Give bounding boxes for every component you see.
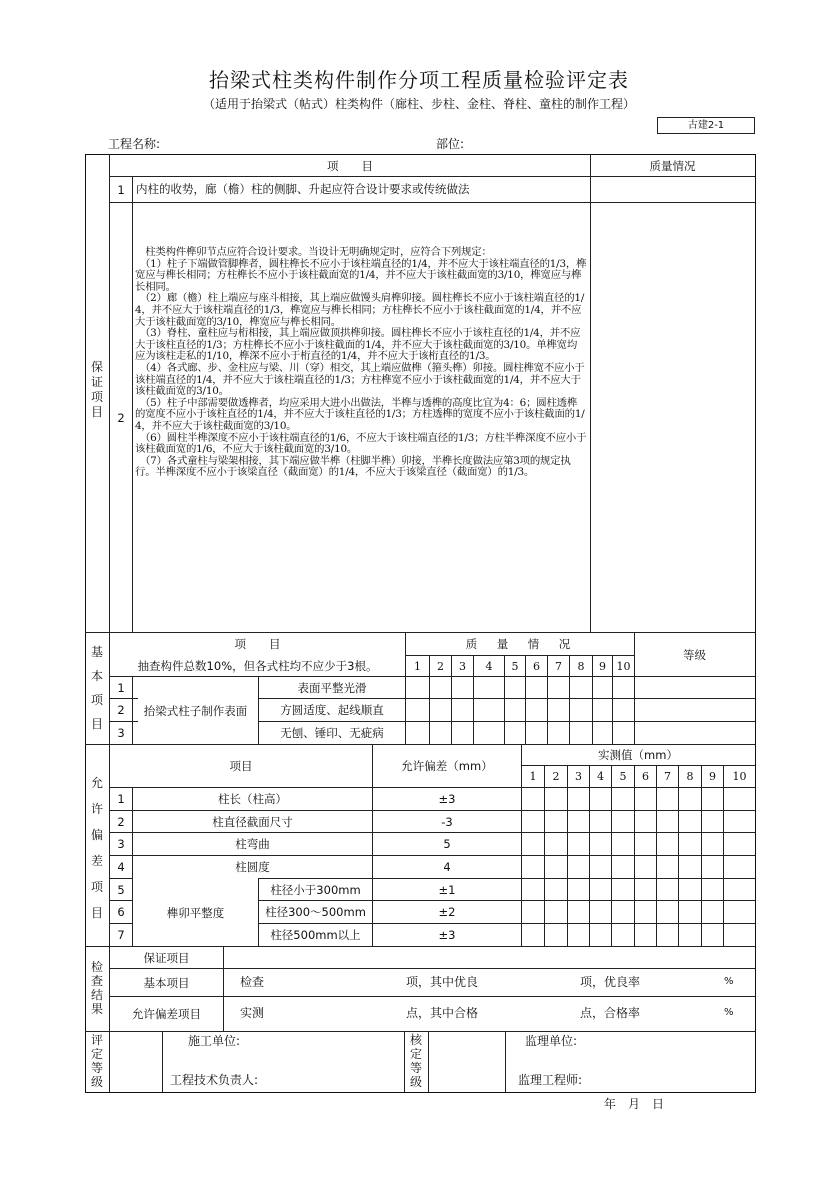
project-name-field[interactable] — [172, 137, 422, 151]
basic-quality-cell[interactable] — [526, 722, 547, 744]
results-tol-pct: % — [724, 1007, 734, 1018]
measured-value-cell[interactable] — [679, 833, 701, 855]
basic-quality-cell[interactable] — [526, 677, 547, 698]
measured-value-cell[interactable] — [545, 811, 567, 832]
measured-value-cell[interactable] — [635, 901, 656, 923]
results-tolerance-label: 允许偏差项目 — [132, 1007, 201, 1021]
basic-grade-cell[interactable] — [635, 677, 754, 698]
measured-value-cell[interactable] — [657, 924, 678, 946]
results-guarantee-field[interactable] — [224, 947, 754, 968]
basic-quality-cell[interactable] — [613, 722, 634, 744]
basic-grade-cell[interactable] — [635, 699, 754, 721]
measured-value-cell[interactable] — [679, 811, 701, 832]
basic-quality-cell[interactable] — [452, 677, 473, 698]
guarantee-row-2-quality[interactable] — [591, 203, 754, 632]
measured-value-cell[interactable] — [635, 924, 656, 946]
tolerance-header-tolerance: 允许偏差（mm） — [401, 759, 493, 773]
basic-quality-cell[interactable] — [613, 677, 634, 698]
basic-col-6: 6 — [533, 659, 540, 673]
measured-value-cell[interactable] — [545, 788, 567, 810]
tolerance-row-item: 柱径300～500mm — [265, 905, 366, 919]
basic-row-no: 3 — [117, 726, 125, 740]
project-name-label: 工程名称: — [108, 137, 161, 151]
basic-quality-cell[interactable] — [406, 722, 429, 744]
measured-value-cell[interactable] — [635, 879, 656, 900]
tolerance-header-measured: 实测值（mm） — [598, 748, 678, 762]
measured-value-cell[interactable] — [612, 924, 634, 946]
measured-value-cell[interactable] — [635, 856, 656, 878]
measured-value-cell[interactable] — [724, 879, 755, 900]
measured-value-cell[interactable] — [679, 901, 701, 923]
basic-quality-cell[interactable] — [452, 722, 473, 744]
location-field[interactable] — [470, 137, 650, 151]
basic-col-8: 8 — [577, 659, 585, 673]
results-basic-rate: 项，优良率 — [580, 975, 641, 989]
tolerance-row-value: ±3 — [438, 928, 456, 942]
measured-col-8: 8 — [686, 770, 694, 783]
measured-value-cell[interactable] — [568, 811, 589, 832]
basic-row-item: 方圆适度、起线顺直 — [280, 703, 384, 717]
guarantee-row-2-no: 2 — [117, 410, 125, 425]
basic-col-2: 2 — [437, 659, 444, 673]
results-side-label: 检查结果 — [90, 960, 103, 1016]
basic-header-quality: 质 量 情 况 — [465, 637, 575, 651]
tolerance-row-no: 4 — [117, 860, 125, 874]
basic-quality-cell[interactable] — [430, 722, 451, 744]
measured-value-cell[interactable] — [724, 924, 755, 946]
measured-value-cell[interactable] — [657, 856, 678, 878]
measured-value-cell[interactable] — [522, 924, 544, 946]
results-tol-rate: 点，合格率 — [580, 1006, 641, 1020]
tolerance-row-item: 柱径500mm以上 — [270, 928, 361, 942]
tolerance-group-label: 榫卯平整度 — [166, 905, 225, 920]
tolerance-row-item: 柱径小于300mm — [270, 882, 361, 897]
basic-sampling-note: 抽查构件总数10%，但各式柱均不应少于3根。 — [137, 659, 378, 673]
measured-value-cell[interactable] — [612, 788, 634, 810]
basic-row-no: 2 — [117, 703, 125, 717]
basic-row-no: 1 — [117, 680, 125, 695]
measured-value-cell[interactable] — [702, 879, 723, 900]
tolerance-side-label: 允许偏差项目 — [90, 776, 103, 920]
tolerance-row-no: 1 — [117, 792, 125, 806]
basic-quality-cell[interactable] — [430, 699, 451, 721]
rating-side-label: 评定等级 — [90, 1033, 103, 1089]
measured-value-cell[interactable] — [702, 788, 723, 810]
tolerance-row-value: ±2 — [438, 905, 456, 919]
measured-col-4: 4 — [597, 770, 604, 783]
guarantee-row-1-text: 内柱的收势，廊（檐）柱的侧脚、升起应符合设计要求或传统做法 — [136, 182, 470, 196]
measured-value-cell[interactable] — [679, 924, 701, 946]
measured-value-cell[interactable] — [545, 856, 567, 878]
measured-value-cell[interactable] — [657, 833, 678, 855]
basic-col-3: 3 — [459, 659, 466, 673]
basic-quality-cell[interactable] — [570, 677, 592, 698]
measured-col-6: 6 — [642, 770, 649, 783]
measured-value-cell[interactable] — [702, 856, 723, 878]
basic-header-item: 项 目 — [234, 637, 281, 651]
basic-quality-cell[interactable] — [593, 722, 612, 744]
measured-value-cell[interactable] — [702, 924, 723, 946]
guarantee-side-label: 保证项目 — [90, 360, 103, 419]
form-title: 抬梁式柱类构件制作分项工程质量检验评定表 — [209, 68, 629, 92]
guarantee-header-quality: 质量情况 — [649, 158, 696, 173]
tolerance-row-no: 3 — [117, 837, 125, 851]
basic-quality-cell[interactable] — [474, 722, 504, 744]
measured-value-cell[interactable] — [568, 856, 589, 878]
measured-value-cell[interactable] — [545, 924, 567, 946]
basic-quality-cell[interactable] — [613, 699, 634, 721]
measured-value-cell[interactable] — [545, 879, 567, 900]
measured-value-cell[interactable] — [590, 833, 611, 855]
tolerance-row-no: 2 — [117, 814, 125, 829]
date-label: 年 月 日 — [604, 1097, 665, 1111]
measured-value-cell[interactable] — [545, 833, 567, 855]
basic-quality-cell[interactable] — [474, 699, 504, 721]
measured-value-cell[interactable] — [635, 811, 656, 832]
results-guarantee-label: 保证项目 — [143, 950, 190, 965]
guarantee-row-1-no: 1 — [117, 182, 125, 197]
tolerance-row-value: ±1 — [438, 882, 456, 897]
measured-value-cell[interactable] — [568, 788, 589, 810]
measured-value-cell[interactable] — [568, 879, 589, 900]
tolerance-row-no: 7 — [117, 928, 125, 942]
verify-grade-label: 核定等级 — [409, 1033, 422, 1089]
basic-header-grade: 等级 — [683, 647, 706, 662]
measured-value-cell[interactable] — [635, 788, 656, 810]
measured-value-cell[interactable] — [612, 879, 634, 900]
basic-col-10: 10 — [616, 659, 631, 673]
measured-value-cell[interactable] — [657, 901, 678, 923]
basic-quality-cell[interactable] — [452, 699, 473, 721]
measured-value-cell[interactable] — [522, 833, 544, 855]
measured-value-cell[interactable] — [612, 856, 634, 878]
basic-group-label: 抬梁式柱子制作表面 — [143, 703, 248, 718]
tolerance-row-item: 柱直径截面尺寸 — [212, 814, 293, 829]
measured-value-cell[interactable] — [568, 924, 589, 946]
basic-quality-cell[interactable] — [548, 677, 569, 698]
measured-value-cell[interactable] — [612, 811, 634, 832]
basic-quality-cell[interactable] — [593, 677, 612, 698]
basic-col-9: 9 — [599, 659, 606, 673]
location-label: 部位: — [436, 137, 465, 151]
basic-row-item: 无刨、锤印、无疵病 — [280, 726, 384, 740]
measured-value-cell[interactable] — [590, 879, 611, 900]
basic-quality-cell[interactable] — [570, 722, 592, 744]
basic-row-item: 表面平整光滑 — [297, 680, 367, 695]
measured-value-cell[interactable] — [568, 901, 589, 923]
rating-grade-field[interactable] — [110, 1032, 162, 1091]
tolerance-row-item: 柱弯曲 — [235, 837, 270, 851]
measured-value-cell[interactable] — [657, 879, 678, 900]
basic-grade-cell[interactable] — [635, 722, 754, 744]
basic-quality-cell[interactable] — [526, 699, 547, 721]
measured-col-3: 3 — [575, 770, 582, 783]
basic-quality-cell[interactable] — [548, 722, 569, 744]
measured-value-cell[interactable] — [724, 856, 755, 878]
tolerance-row-value: ±3 — [438, 792, 456, 806]
tolerance-row-no: 5 — [117, 882, 125, 897]
measured-value-cell[interactable] — [590, 856, 611, 878]
measured-value-cell[interactable] — [612, 833, 634, 855]
measured-value-cell[interactable] — [724, 811, 755, 832]
basic-quality-cell[interactable] — [430, 677, 451, 698]
guarantee-row-2-text: 柱类构件榫卯节点应符合设计要求。当设计无明确规定时，应符合下列规定： （1）柱子下端做管脚榫者，圆柱榫长不应小于该柱端直径的1/4，并不应大于该柱端直径的1/3，榫宽应与榫长相同；方柱榫长不应小于该柱截面宽的1/4，并不应大于该柱截面宽的3/10，榫宽应与榫长相同。 （2）廊（檐）柱上端应与座斗相接，其上端应做馒头肩榫卯接。圆柱榫长不应小于该柱端直径的1/4，并不应大于该柱端直径的1/3，榫宽应与榫长相同；方柱榫长不应小于该柱截面宽的1/4，并不应大于该柱截面宽的3/10，榫宽应与榫长相同。 （3）脊柱、童柱应与桁相接，其上端应做顶拱榫卯接。圆柱榫长不应小于该柱直径的1/4，并不应大于该柱直径的1/3；方柱榫长不应小于该柱截面的1/4，并不应大于该柱截面宽的3/10。单榫宽均应为该柱走私的1/10，榫深不应小于桁直径的1/4，并不应大于该桁直径的1/3。 （4）各式廊、步、金柱应与梁、川（穿）相交，其上端应做榫（箍头榫）卯接。圆柱榫宽不应小于该柱端直径的1/4，并不应大于该柱端直径的1/3；方柱榫宽不应小于该柱截面宽的1/4，并不应大于该柱截面宽的3/10。 （5）柱子中部需要做透榫者，均应采用大进小出做法，半榫与透榫的高度比宜为4：6；圆柱透榫的宽度不应小于该柱直径的1/4，并不应大于该柱直径的1/3；方柱透榫的宽度不应小于该柱截面的1/4，并不应大于该柱截面宽的3/10。 （6）圆柱半榫深度不应小于该柱端直径的1/6，不应大于该柱端直径的1/3；方柱半榫深度不应小于该柱截面宽的1/6，不应大于该柱截面宽的3/10。 （7）各式童柱与梁架相接，其下端应做半榫（柱脚半榫）卯接，半榫长度做法应第3项的规定执行。半榫深度不应小于该梁直径（截面宽）的1/4，不应大于该梁直径（截面宽）的1/3。 — [135, 246, 587, 479]
construction-unit-label: 施工单位: — [188, 1034, 241, 1048]
form-subtitle: （适用于抬梁式（帖式）柱类构件（廊柱、步柱、金柱、脊柱、童柱的制作工程） — [202, 97, 635, 111]
tolerance-row-no: 6 — [117, 905, 125, 919]
measured-col-5: 5 — [619, 770, 627, 783]
basic-col-1: 1 — [414, 659, 421, 673]
results-basic-pct: % — [724, 976, 734, 987]
basic-quality-cell[interactable] — [406, 677, 429, 698]
results-tol-check: 实测 — [240, 1006, 265, 1020]
measured-value-cell[interactable] — [657, 788, 678, 810]
tolerance-row-value: -3 — [441, 814, 453, 829]
measured-value-cell[interactable] — [590, 924, 611, 946]
basic-quality-cell[interactable] — [474, 677, 504, 698]
basic-side-label: 基本项目 — [90, 645, 103, 731]
guarantee-header-item: 项 目 — [327, 158, 373, 173]
measured-col-10: 10 — [732, 770, 747, 783]
tolerance-header-item: 项目 — [229, 759, 253, 773]
supervisor-label: 监理工程师: — [518, 1073, 583, 1087]
measured-value-cell[interactable] — [702, 901, 723, 923]
basic-quality-cell[interactable] — [406, 699, 429, 721]
results-basic-check: 检查 — [240, 975, 265, 989]
measured-value-cell[interactable] — [522, 788, 544, 810]
basic-col-5: 5 — [511, 659, 519, 673]
measured-value-cell[interactable] — [679, 788, 701, 810]
basic-quality-cell[interactable] — [505, 677, 525, 698]
basic-quality-cell[interactable] — [548, 699, 569, 721]
measured-value-cell[interactable] — [679, 879, 701, 900]
measured-col-1: 1 — [529, 770, 537, 783]
verify-grade-field[interactable] — [429, 1032, 505, 1091]
measured-value-cell[interactable] — [702, 811, 723, 832]
measured-value-cell[interactable] — [590, 788, 611, 810]
basic-quality-cell[interactable] — [505, 699, 525, 721]
measured-value-cell[interactable] — [568, 833, 589, 855]
measured-value-cell[interactable] — [679, 856, 701, 878]
measured-value-cell[interactable] — [724, 833, 755, 855]
measured-value-cell[interactable] — [724, 788, 755, 810]
basic-col-7: 7 — [555, 659, 562, 673]
measured-col-9: 9 — [709, 770, 716, 783]
measured-value-cell[interactable] — [657, 811, 678, 832]
measured-value-cell[interactable] — [702, 833, 723, 855]
basic-col-4: 4 — [485, 659, 493, 673]
results-tol-mid: 点，其中合格 — [406, 1006, 479, 1020]
measured-value-cell[interactable] — [522, 811, 544, 832]
measured-col-7: 7 — [664, 770, 671, 783]
results-basic-label: 基本项目 — [143, 975, 190, 990]
measured-value-cell[interactable] — [522, 901, 544, 923]
basic-quality-cell[interactable] — [505, 722, 525, 744]
measured-value-cell[interactable] — [590, 901, 611, 923]
measured-value-cell[interactable] — [522, 879, 544, 900]
tolerance-row-item: 柱圆度 — [235, 860, 270, 874]
form-code: 古建2-1 — [657, 117, 755, 134]
supervision-unit-label: 监理单位: — [525, 1034, 578, 1048]
measured-value-cell[interactable] — [612, 901, 634, 923]
tolerance-row-value: 4 — [443, 860, 451, 874]
tolerance-row-item: 柱长（柱高） — [218, 792, 287, 806]
measured-value-cell[interactable] — [545, 901, 567, 923]
measured-col-2: 2 — [552, 770, 560, 783]
basic-quality-cell[interactable] — [570, 699, 592, 721]
measured-value-cell[interactable] — [724, 901, 755, 923]
tech-lead-label: 工程技术负责人: — [170, 1073, 259, 1087]
measured-value-cell[interactable] — [590, 811, 611, 832]
measured-value-cell[interactable] — [522, 856, 544, 878]
measured-value-cell[interactable] — [635, 833, 656, 855]
results-basic-mid: 项，其中优良 — [406, 975, 479, 989]
basic-quality-cell[interactable] — [593, 699, 612, 721]
guarantee-row-1-quality[interactable] — [591, 177, 754, 202]
tolerance-row-value: 5 — [443, 837, 451, 851]
